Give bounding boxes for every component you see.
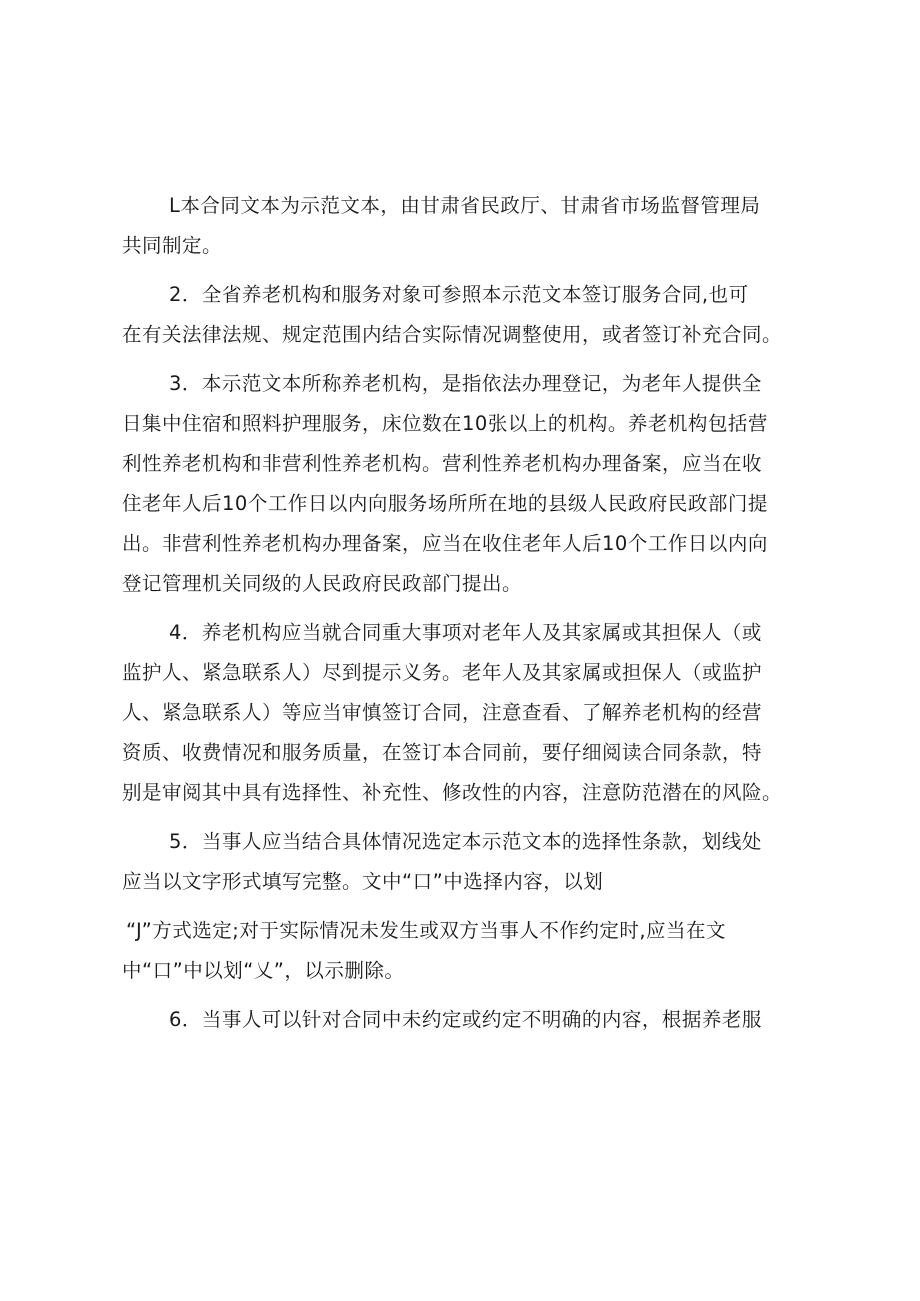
paragraph-1 <box>122 186 822 266</box>
paragraph-line: 登记管理机关同级的人民政府民政部门提出。 <box>122 572 523 595</box>
paragraph-line: 出。非营利性养老机构办理备案，应当在收住老年人后10个工作日以内向 <box>122 532 768 555</box>
paragraph-line: 住老年人后10个工作日以内向服务场所所在地的县级人民政府民政部门提 <box>122 492 768 515</box>
document-body <box>122 186 822 1049</box>
paragraph-line: 监护人、紧急联系人）尽到提示义务。老年人及其家属或担保人（或监护 <box>122 661 763 684</box>
paragraph-4 <box>122 613 822 813</box>
paragraph-5 <box>122 822 822 902</box>
paragraph-line: 3．本示范文本所称养老机构，是指依法办理登记，为老年人提供全 <box>169 372 762 395</box>
paragraph-line: 共同制定。 <box>122 234 223 257</box>
paragraph-line: 利性养老机构和非营利性养老机构。营利性养老机构办理备案，应当在收 <box>122 452 763 475</box>
paragraph-line: “J”方式选定;对于实际情况未发生或双方当事人不作约定时,应当在文 <box>126 919 727 942</box>
paragraph-line: 资质、收费情况和服务质量，在签订本合同前，要仔细阅读合同条款，特 <box>122 741 763 764</box>
paragraph-6 <box>122 1000 822 1040</box>
paragraph-line: 4．养老机构应当就合同重大事项对老年人及其家属或其担保人（或 <box>169 621 762 644</box>
paragraph-line: 6．当事人可以针对合同中未约定或约定不明确的内容，根据养老服 <box>169 1008 762 1031</box>
paragraph-line: 2．全省养老机构和服务对象可参照本示范文本签订服务合同,也可 <box>169 283 749 306</box>
paragraph-line: L本合同文本为示范文本，由甘肃省民政厅、甘肃省市场监督管理局 <box>169 194 761 217</box>
paragraph-3 <box>122 364 822 604</box>
paragraph-line: 人、紧急联系人）等应当审慎签订合同，注意查看、了解养老机构的经营 <box>122 701 763 724</box>
paragraph-line: 应当以文字形式填写完整。文中“口”中选择内容，以划 <box>122 870 604 893</box>
paragraph-line: 5．当事人应当结合具体情况选定本示范文本的选择性条款，划线处 <box>169 830 762 853</box>
paragraph-line: 在有关法律法规、规定范围内结合实际情况调整使用，或者签订补充合同。 <box>122 323 783 346</box>
paragraph-2 <box>122 275 822 355</box>
paragraph-5-continued <box>122 911 822 991</box>
paragraph-line: 中“口”中以划“乂”，以示删除。 <box>122 959 405 982</box>
paragraph-line: 别是审阅其中具有选择性、补充性、修改性的内容，注意防范潜在的风险。 <box>122 781 783 804</box>
paragraph-line: 日集中住宿和照料护理服务，床位数在10张以上的机构。养老机构包括营 <box>122 412 768 435</box>
